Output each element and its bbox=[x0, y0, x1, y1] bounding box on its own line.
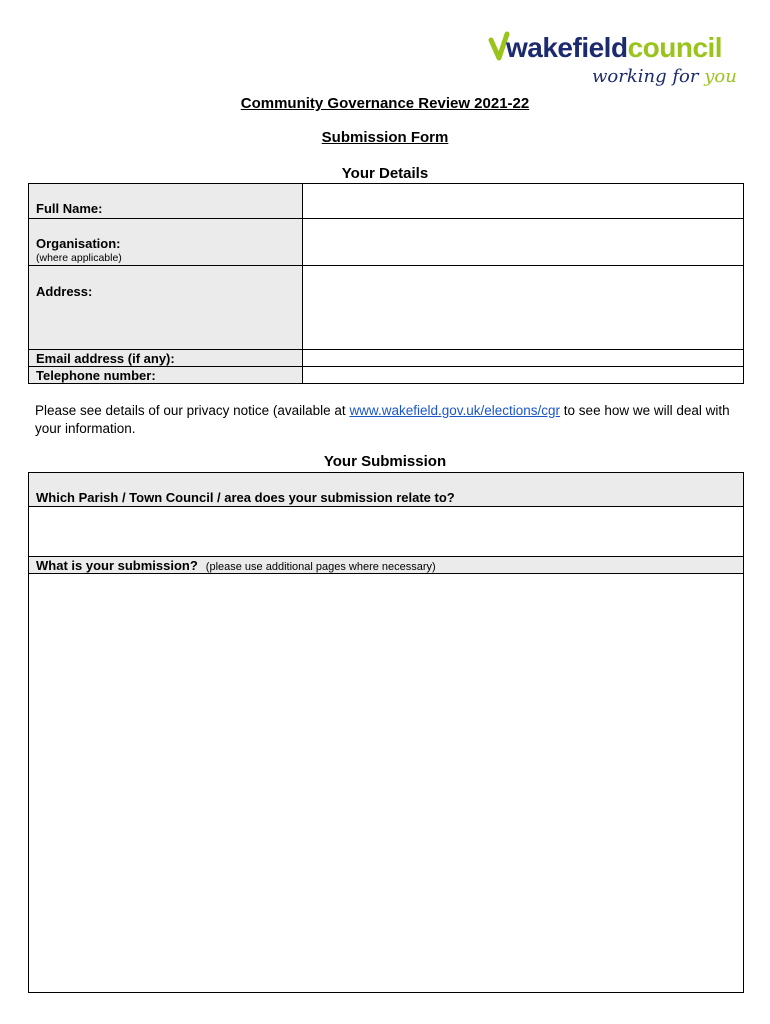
organisation-field[interactable] bbox=[303, 219, 744, 266]
submission-answer-row bbox=[29, 574, 744, 993]
submission-hint: (please use additional pages where necessary) bbox=[205, 560, 436, 573]
full-name-field[interactable] bbox=[303, 184, 744, 219]
your-details-table bbox=[28, 183, 744, 384]
privacy-notice bbox=[35, 402, 745, 438]
logo-brand-left: wakefield bbox=[506, 32, 628, 63]
email-field[interactable] bbox=[303, 350, 744, 367]
area-question-label: Which Parish / Town Council / area does your submission relate to? bbox=[29, 473, 744, 507]
privacy-notice-link[interactable]: www.wakefield.gov.uk/elections/cgr bbox=[349, 403, 561, 418]
area-answer-row bbox=[29, 507, 744, 557]
telephone-field[interactable] bbox=[303, 367, 744, 384]
submission-question-cell bbox=[29, 557, 744, 574]
your-submission-heading: Your Submission bbox=[323, 453, 447, 470]
email-row bbox=[29, 350, 744, 367]
document-title: Community Governance Review 2021-22 bbox=[240, 95, 530, 112]
email-label: Email address (if any): bbox=[29, 350, 303, 367]
logo-tick-mark bbox=[491, 34, 507, 58]
telephone-row bbox=[29, 367, 744, 384]
privacy-text-before: Please see details of our privacy notice (available at bbox=[35, 403, 350, 418]
telephone-label: Telephone number: bbox=[29, 367, 303, 384]
logo-tagline-left: working for bbox=[592, 66, 705, 87]
svg-text:working for you bbox=[592, 66, 737, 87]
privacy-text-after: to see how we will deal with your information. bbox=[35, 403, 730, 436]
wakefield-council-logo bbox=[488, 28, 750, 90]
organisation-label: Organisation: bbox=[36, 236, 121, 251]
organisation-row bbox=[29, 219, 744, 266]
form-subtitle: Submission Form bbox=[321, 129, 449, 146]
area-question-row bbox=[29, 473, 744, 507]
organisation-label-cell bbox=[29, 219, 303, 266]
submission-question-row bbox=[29, 557, 744, 574]
organisation-note: (where applicable) bbox=[36, 252, 122, 264]
address-row bbox=[29, 266, 744, 350]
submission-question-label: What is your submission? bbox=[36, 557, 198, 573]
logo-brand-right: council bbox=[627, 32, 723, 63]
submission-answer-field[interactable] bbox=[29, 574, 744, 993]
area-answer-field[interactable] bbox=[29, 507, 744, 557]
logo-tagline-right: you bbox=[704, 66, 737, 87]
address-field[interactable] bbox=[303, 266, 744, 350]
your-submission-table bbox=[28, 472, 744, 993]
full-name-row bbox=[29, 184, 744, 219]
your-details-heading: Your Details bbox=[341, 165, 429, 182]
full-name-label: Full Name: bbox=[29, 184, 303, 219]
svg-text:wakefieldcouncil bbox=[505, 32, 722, 63]
address-label: Address: bbox=[29, 266, 303, 350]
